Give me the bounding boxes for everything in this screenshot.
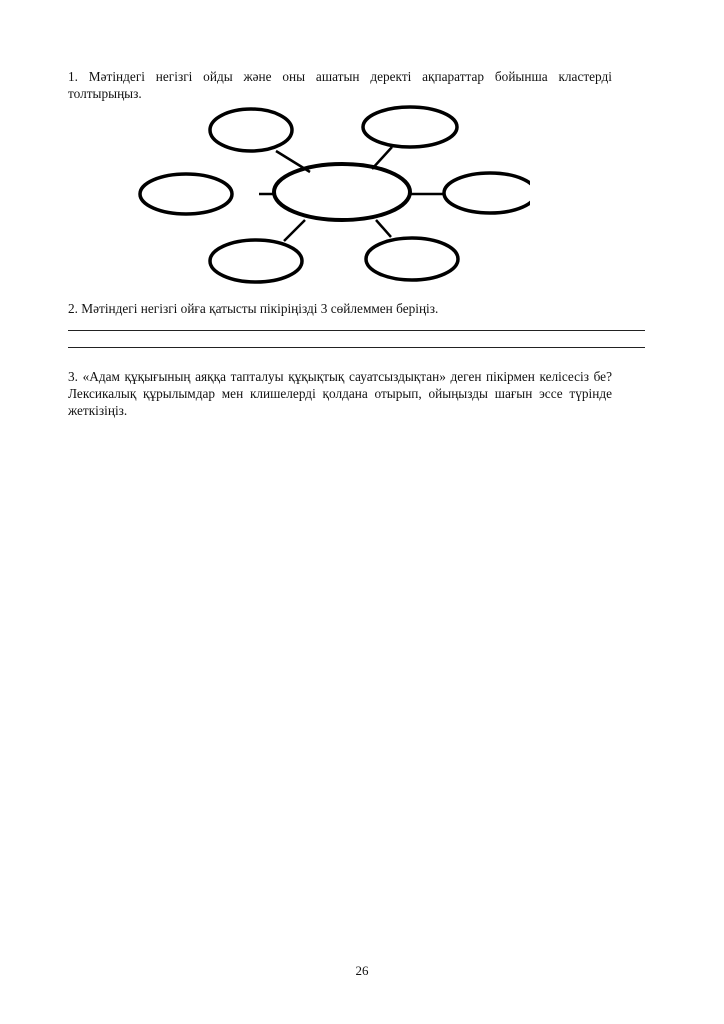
cluster-node-right [444,173,530,213]
cluster-node-bottom-left [210,240,302,282]
connector-bottom-left [284,220,305,241]
task-1-instruction: 1. Мәтіндегі негізгі ойды және оны ашатын деректі ақпараттар бойынша кластерді толтырыңыз. [68,69,612,101]
page-number: 26 [355,963,369,978]
task-2-instruction: 2. Мәтіндегі негізгі ойға қатысты пікіріңізді 3 сөйлеммен беріңіз. [68,301,439,316]
cluster-node-top-right [363,107,457,147]
connector-bottom-right [376,220,391,237]
cluster-node-top-left [210,109,292,151]
cluster-node-bottom-right [366,238,458,280]
answer-line-1 [68,330,645,331]
task-3-instruction: 3. «Адам құқығының аяққа тапталуы құқықтық сауатсыздықтан» деген пікірмен келісесіз бе? Лексикалық құрылымдар мен клишелерді қолдана отырып, ойыңызды шағын эссе түрінде жеткізіңіз. [68,369,612,418]
cluster-center-node [274,164,410,220]
cluster-node-left [140,174,232,214]
cluster-diagram [130,100,530,286]
answer-line-2 [68,347,645,348]
